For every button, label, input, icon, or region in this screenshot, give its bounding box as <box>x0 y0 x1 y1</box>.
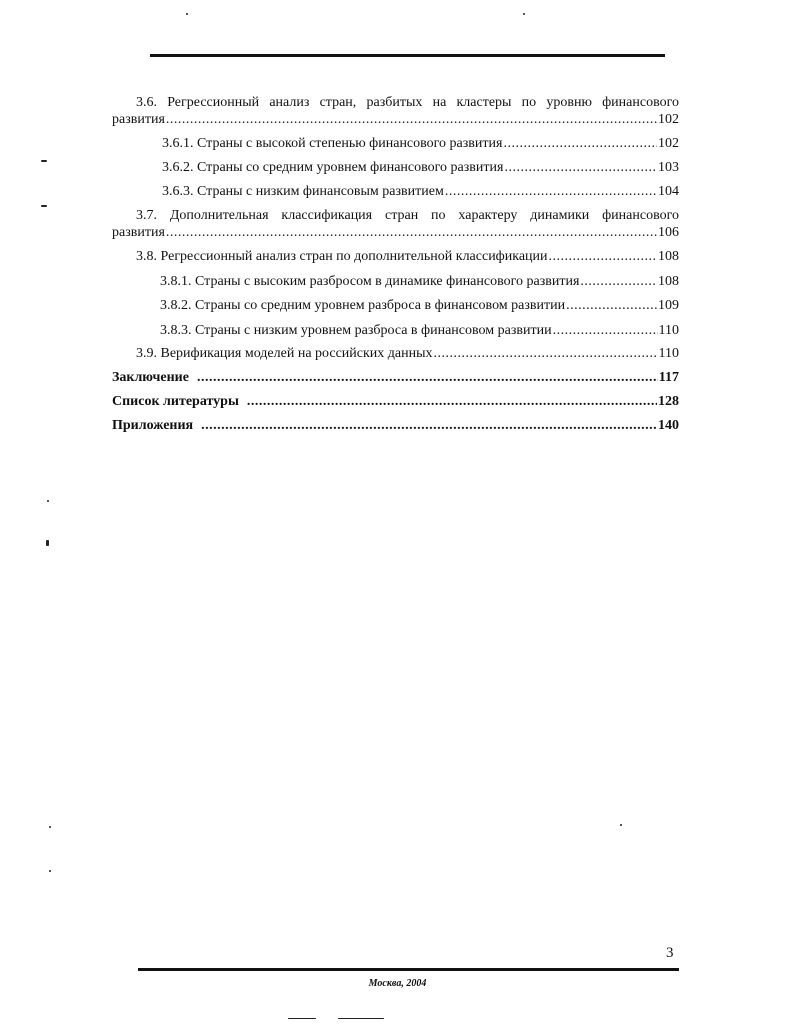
scan-speck <box>523 13 525 15</box>
toc-page-number: 108 <box>658 274 679 289</box>
toc-page-number: 104 <box>658 184 679 199</box>
toc-entry-3-6-1 <box>112 135 679 152</box>
toc-page-number: 140 <box>658 418 679 433</box>
toc-entry-conclusion <box>112 369 679 386</box>
toc-entry-title-line: 3.7. Дополнительная классификация стран по характеру динамики финансового <box>136 208 679 223</box>
leader-dots <box>197 369 658 386</box>
toc-entry-label: 3.8.1. Страны с высоким разбросом в динамике финансового развития <box>160 274 580 289</box>
leader-dots <box>553 322 658 339</box>
scan-speck <box>338 1018 384 1019</box>
toc-page-number: 117 <box>658 370 679 385</box>
toc-entry-3-8 <box>112 248 679 265</box>
toc-entry-3-6 <box>112 94 679 128</box>
toc-entry-label: Список литературы <box>112 394 239 409</box>
toc-page-number: 109 <box>658 298 679 313</box>
toc-entry-references <box>112 393 679 410</box>
leader-dots <box>549 248 657 265</box>
toc-entry-label: 3.6.3. Страны с низким финансовым развитием <box>162 184 444 199</box>
toc-entry-label: развития <box>112 112 165 127</box>
leader-dots <box>166 224 657 241</box>
leader-dots <box>580 273 657 290</box>
scan-speck <box>41 160 47 162</box>
toc-page-number: 102 <box>658 112 679 127</box>
toc-entry-3-8-3 <box>112 322 679 339</box>
toc-entry-3-9 <box>112 345 679 362</box>
toc-entry-3-7 <box>112 207 679 241</box>
toc-entry-3-6-3 <box>112 183 679 200</box>
footer-rule <box>138 968 679 971</box>
toc-entry-label: 3.8.3. Страны с низким уровнем разброса в финансовом развитии <box>160 323 552 338</box>
scan-speck <box>288 1018 316 1019</box>
leader-dots <box>247 393 657 410</box>
leader-dots <box>503 135 657 152</box>
toc-entry-label: 3.6.2. Страны со средним уровнем финансового развития <box>162 160 504 175</box>
header-rule <box>150 54 665 57</box>
toc-entry-appendices <box>112 417 679 434</box>
toc-entry-label: развития <box>112 225 165 240</box>
toc-entry-3-8-1 <box>112 273 679 290</box>
toc-entry-label: Приложения <box>112 418 194 433</box>
toc-page-number: 103 <box>658 160 679 175</box>
page-number: 3 <box>666 945 674 961</box>
toc-page-number: 110 <box>658 323 679 338</box>
leader-dots <box>434 345 658 362</box>
leader-dots <box>166 111 657 128</box>
toc-entry-3-8-2 <box>112 297 679 314</box>
scan-speck <box>49 870 51 872</box>
toc-entry-label: Заключение <box>112 370 189 385</box>
toc-entry-label: 3.8. Регрессионный анализ стран по дополнительной классификации <box>136 249 548 264</box>
leader-dots <box>445 183 657 200</box>
toc-entry-label: 3.9. Верификация моделей на российских данных <box>136 346 433 361</box>
footer-city-year: Москва, 2004 <box>368 978 427 989</box>
toc-page-number: 110 <box>658 346 679 361</box>
scan-speck <box>46 540 49 546</box>
toc-page-number: 102 <box>658 136 679 151</box>
scan-speck <box>41 205 47 207</box>
toc-entry-label: 3.6.1. Страны с высокой степенью финансового развития <box>162 136 503 151</box>
toc-entry-title-line: 3.6. Регрессионный анализ стран, разбитых на кластеры по уровню финансового <box>136 95 679 110</box>
scan-speck <box>186 13 188 15</box>
leader-dots <box>201 417 657 434</box>
scan-speck <box>49 826 51 828</box>
leader-dots <box>504 159 657 176</box>
scan-speck <box>620 824 622 826</box>
toc-page-number: 108 <box>658 249 679 264</box>
toc-entry-label: 3.8.2. Страны со средним уровнем разброса в финансовом развитии <box>160 298 566 313</box>
toc-page-number: 128 <box>658 394 679 409</box>
toc-entry-3-6-2 <box>112 159 679 176</box>
scan-speck <box>47 500 49 502</box>
leader-dots <box>566 297 657 314</box>
toc-page-number: 106 <box>658 225 679 240</box>
